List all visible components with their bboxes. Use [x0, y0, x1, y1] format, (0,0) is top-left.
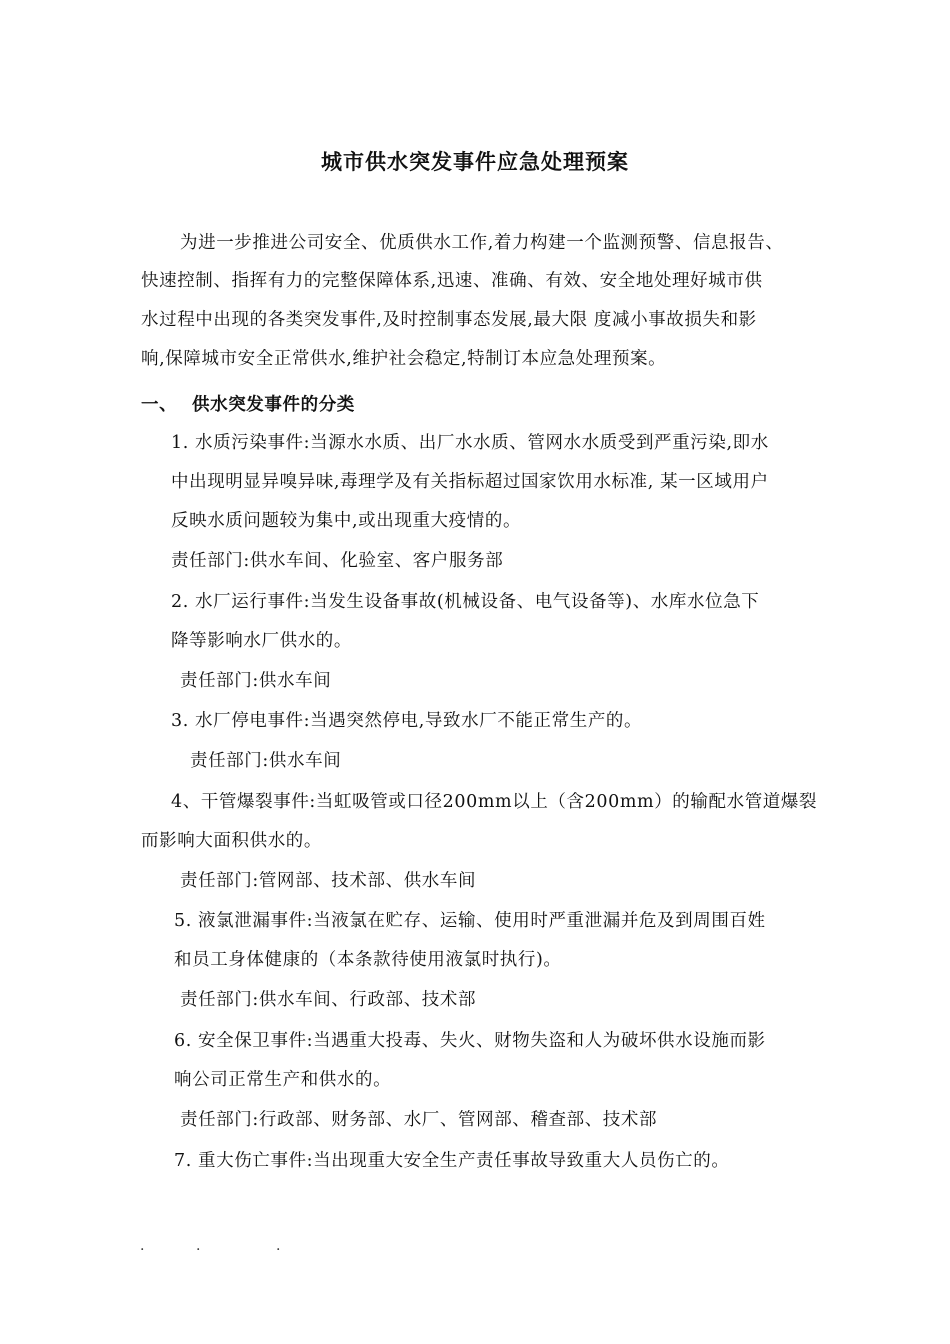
- intro-line: 快速控制、指挥有力的完整保障体系,迅速、准确、有效、安全地处理好城市供: [141, 271, 763, 291]
- footer-dot: .: [276, 1238, 281, 1254]
- item-line: 中出现明显异嗅异味,毒理学及有关指标超过国家饮用水标准, 某一区域用户: [171, 472, 769, 492]
- item-line: 响公司正常生产和供水的。: [174, 1070, 392, 1090]
- item-line: 而影响大面积供水的。: [141, 831, 322, 851]
- intro-line: 为进一步推进公司安全、优质供水工作,着力构建一个监测预警、信息报告、: [180, 233, 784, 253]
- item-line: 7. 重大伤亡事件:当出现重大安全生产责任事故导致重大人员伤亡的。: [174, 1151, 730, 1171]
- footer-dot: .: [140, 1238, 145, 1254]
- document-title: 城市供水突发事件应急处理预案: [321, 149, 629, 174]
- section-title: 供水突发事件的分类: [192, 395, 355, 415]
- footer-dot: .: [196, 1238, 201, 1254]
- item-line: 6. 安全保卫事件:当遇重大投毒、失火、财物失盗和人为破坏供水设施而影: [174, 1031, 766, 1051]
- item-line: 降等影响水厂供水的。: [171, 631, 352, 651]
- item-line: 4、干管爆裂事件:当虹吸管或口径200mm以上（含200mm）的输配水管道爆裂: [171, 792, 818, 812]
- item-line: 2. 水厂运行事件:当发生设备事故(机械设备、电气设备等)、水库水位急下: [171, 592, 760, 612]
- responsible-dept: 责任部门:行政部、财务部、水厂、管网部、稽查部、技术部: [180, 1110, 658, 1130]
- item-line: 5. 液氯泄漏事件:当液氯在贮存、运输、使用时严重泄漏并危及到周围百姓: [174, 911, 766, 931]
- responsible-dept: 责任部门:供水车间: [190, 751, 342, 771]
- item-line: 和员工身体健康的（本条款待使用液氯时执行)。: [174, 950, 562, 970]
- item-line: 3. 水厂停电事件:当遇突然停电,导致水厂不能正常生产的。: [171, 711, 643, 731]
- responsible-dept: 责任部门:管网部、技术部、供水车间: [180, 871, 477, 891]
- responsible-dept: 责任部门:供水车间、化验室、客户服务部: [171, 551, 504, 571]
- item-line: 反映水质问题较为集中,或出现重大疫情的。: [171, 511, 522, 531]
- section-number: 一、: [141, 395, 178, 415]
- intro-line: 水过程中出现的各类突发事件,及时控制事态发展,最大限 度减小事故损失和影: [141, 310, 757, 330]
- item-line: 1. 水质污染事件:当源水水质、出厂水水质、管网水水质受到严重污染,即水: [171, 433, 769, 453]
- responsible-dept: 责任部门:供水车间、行政部、技术部: [180, 990, 477, 1010]
- responsible-dept: 责任部门:供水车间: [180, 671, 332, 691]
- intro-line: 响,保障城市安全正常供水,维护社会稳定,特制订本应急处理预案。: [141, 349, 667, 369]
